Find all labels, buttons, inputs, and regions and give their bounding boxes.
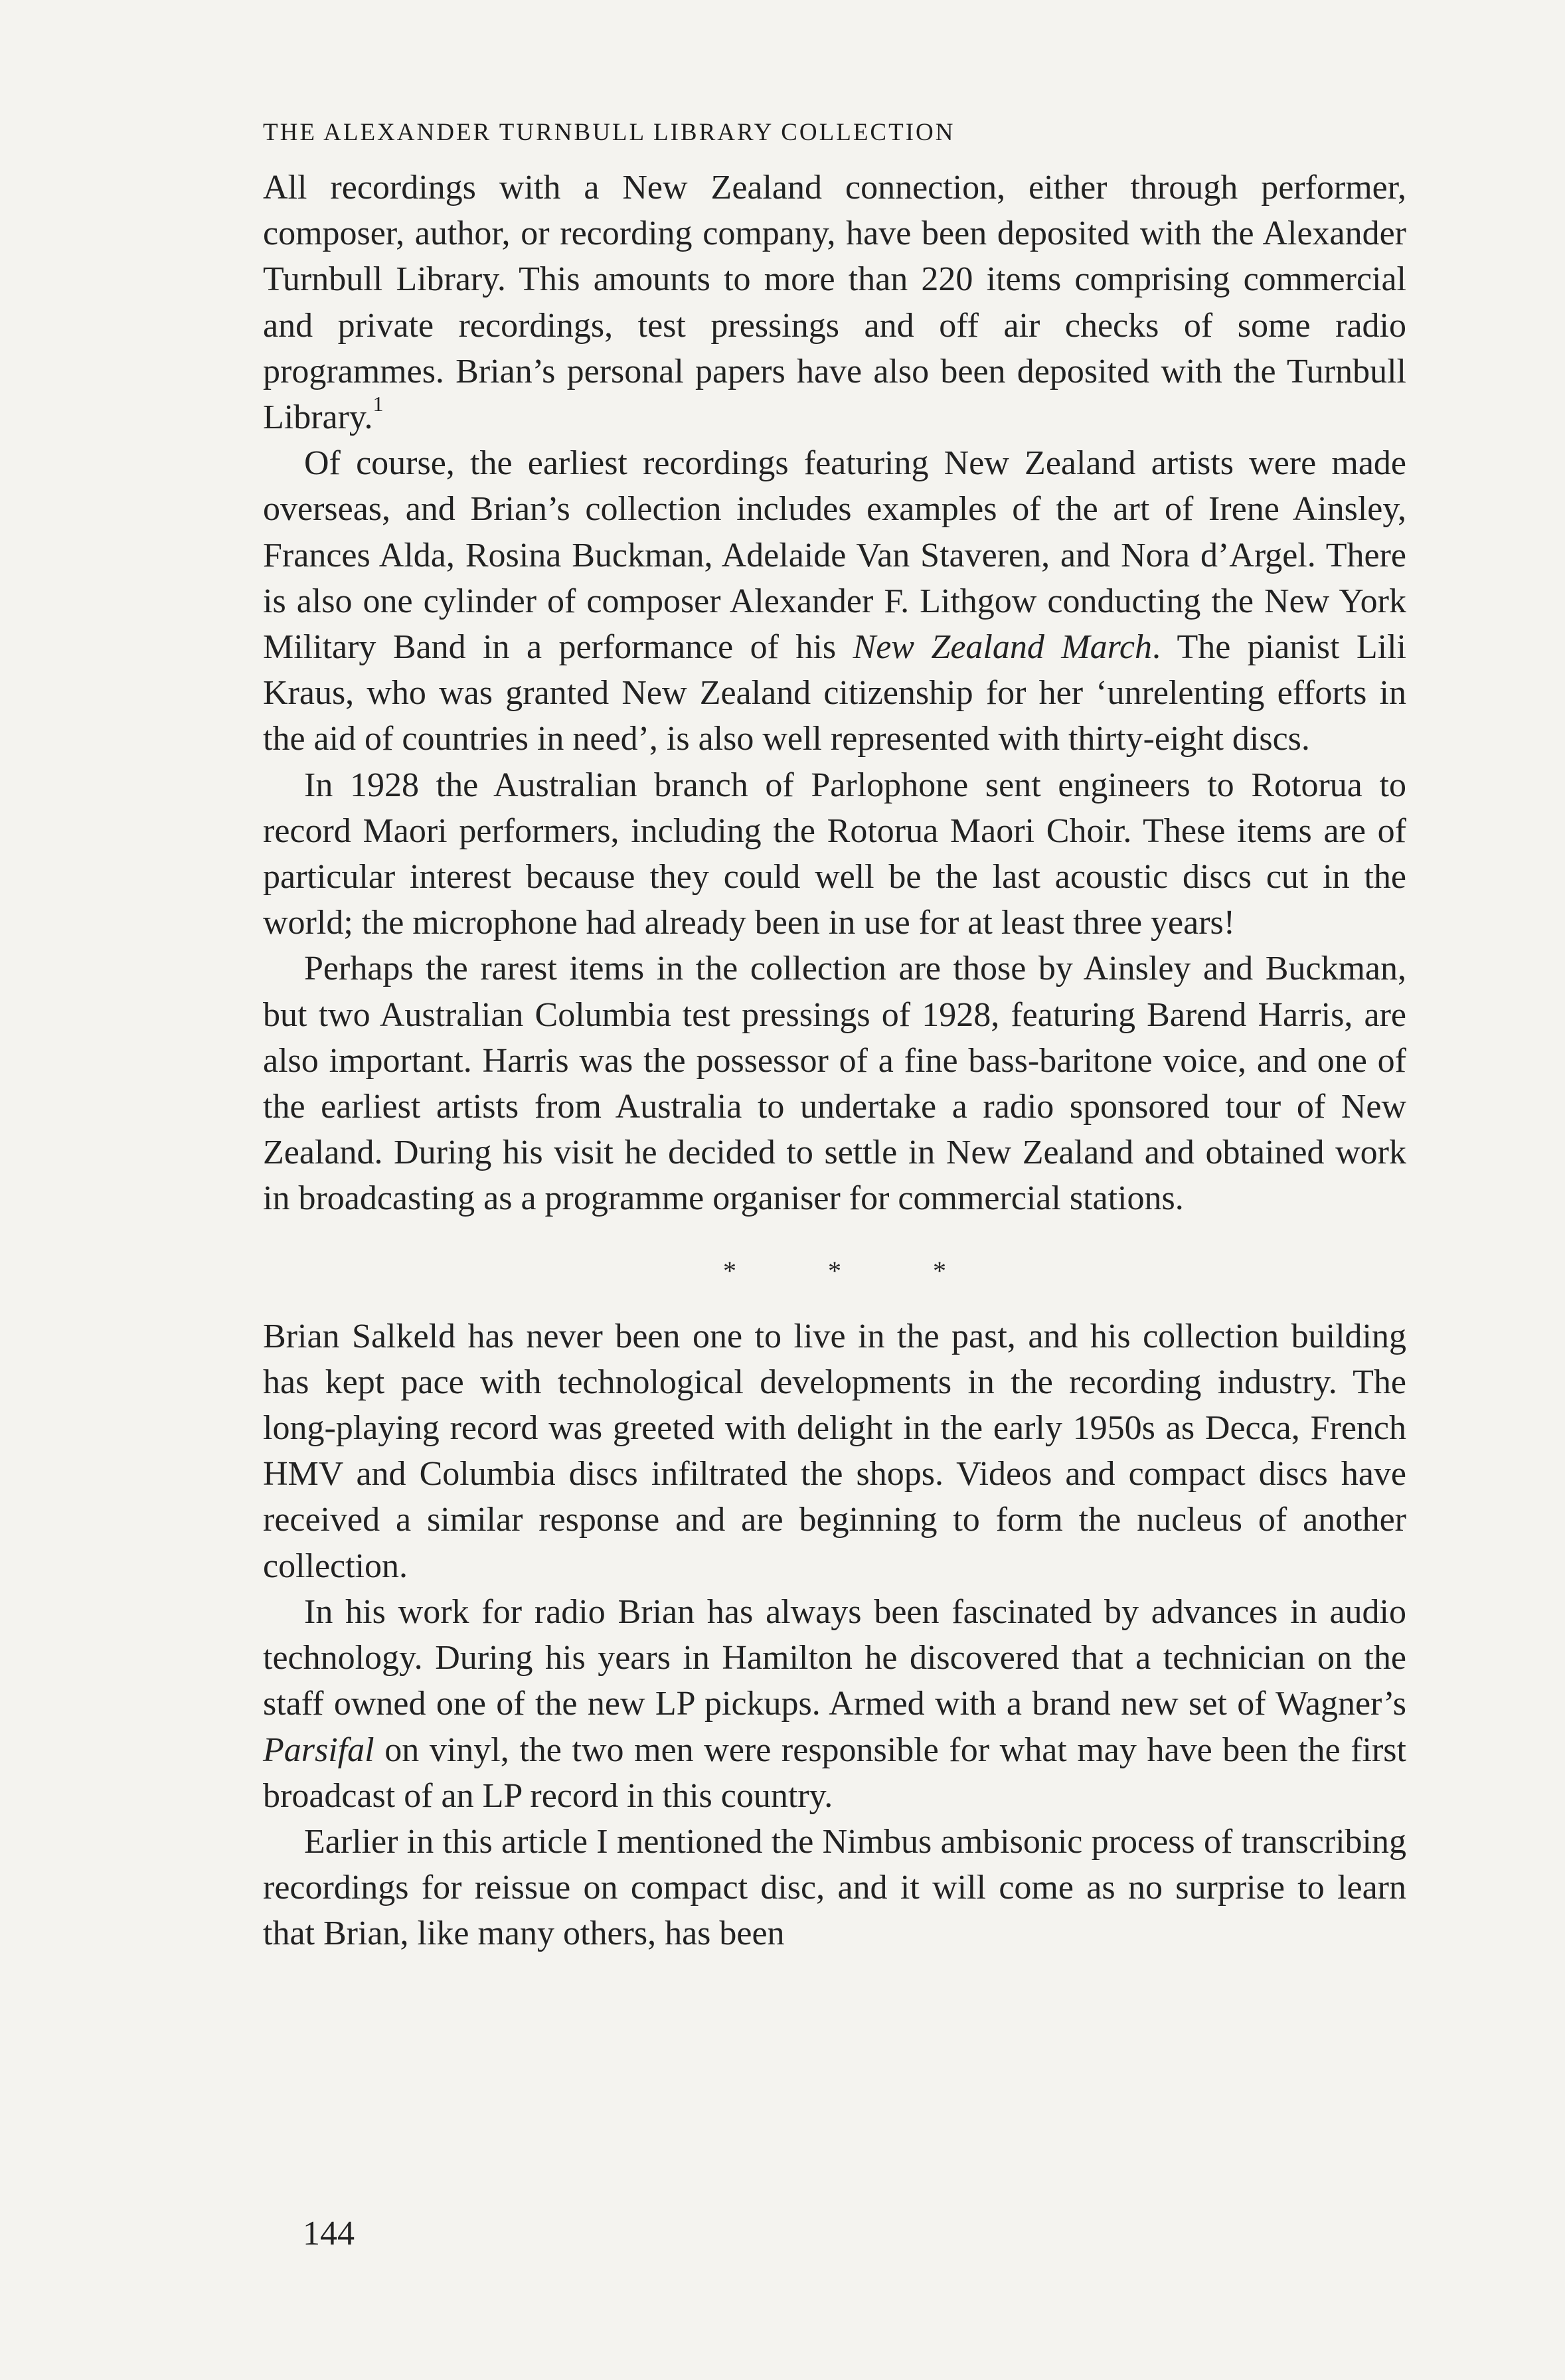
work-title-new-zealand-march: New Zealand March [853,628,1152,667]
paragraph-6-text-a: In his work for radio Brian has always been fascinated by advances in audio technology. During his years in Hamilton he discovered that a technician on the staff owned one of the new LP pickups. Armed with a brand new set of Wagner’s [263,1592,1406,1723]
page-number: 144 [303,2215,355,2252]
paragraph-5: Brian Salkeld has never been one to live in the past, and his collection building has kept pace with technological developments in the recording industry. The long-playing record was greeted with delight in the early 1950s as Decca, French HMV and Columbia discs infiltrated the shops. Videos and compact discs have received a similar response and are beginning to form the nucleus of another collection. [263,1317,1406,1585]
separator-asterisk: * [723,1256,736,1286]
paragraph-4: Perhaps the rarest items in the collection are those by Ainsley and Buckman, but two Australian Columbia test pressings of 1928, featuring Barend Harris, are also important. Harris was the possessor of a fine bass-baritone voice, and one of the earliest artists from Australia to undertake a radio sponsored tour of New Zealand. During his visit he decided to settle in New Zealand and obtained work in broadcasting as a programme organiser for commercial stations. [263,950,1406,1218]
paragraph-2-text-b: . The pianist Lili Kraus, who was granted New Zealand citizenship for her ‘unrelenting efforts in the aid of countries in need’, is also well represented with thirty-eight discs. [263,628,1406,758]
separator-asterisk: * [828,1256,841,1286]
work-title-parsifal: Parsifal [263,1731,374,1769]
paragraph-1 [263,165,1406,440]
paragraph-3: In 1928 the Australian branch of Parlophone sent engineers to Rotorua to record Maori performers, including the Rotorua Maori Choir. These items are of particular interest because they could well be the last acoustic discs cut in the world; the microphone had already been in use for at least three years! [263,766,1406,942]
paragraph-2 [263,440,1406,762]
paragraph-6 [263,1589,1406,1819]
body-text [263,165,1406,1957]
section-separator [263,1222,1406,1314]
paragraph-1-text: All recordings with a New Zealand connection, either through performer, composer, author, or recording company, have been deposited with the Alexander Turnbull Library. This amounts to more than 220 items comprising commercial and private recordings, test pressings and off air checks of some radio programmes. Brian’s personal papers have also been deposited with the Turnbull Library. [263,169,1406,437]
running-head: THE ALEXANDER TURNBULL LIBRARY COLLECTION [263,119,955,146]
separator-asterisk: * [933,1256,946,1286]
paragraph-2-text-a: Of course, the earliest recordings featuring New Zealand artists were made overseas, and Brian’s collection includes examples of the art of Irene Ainsley, Frances Alda, Rosina Buckman, Adelaide Van Staveren, and Nora d’Argel. There is also one cylinder of composer Alexander F. Lithgow conducting the New York Military Band in a performance of his [263,444,1406,667]
paragraph-6-text-b: on vinyl, the two men were responsible for what may have been the first broadcast of an LP record in this country. [263,1731,1406,1815]
footnote-marker: 1 [372,392,384,416]
paragraph-7: Earlier in this article I mentioned the Nimbus ambisonic process of transcribing recordings for reissue on compact disc, and it will come as no surprise to learn that Brian, like many others, has been [263,1822,1406,1953]
